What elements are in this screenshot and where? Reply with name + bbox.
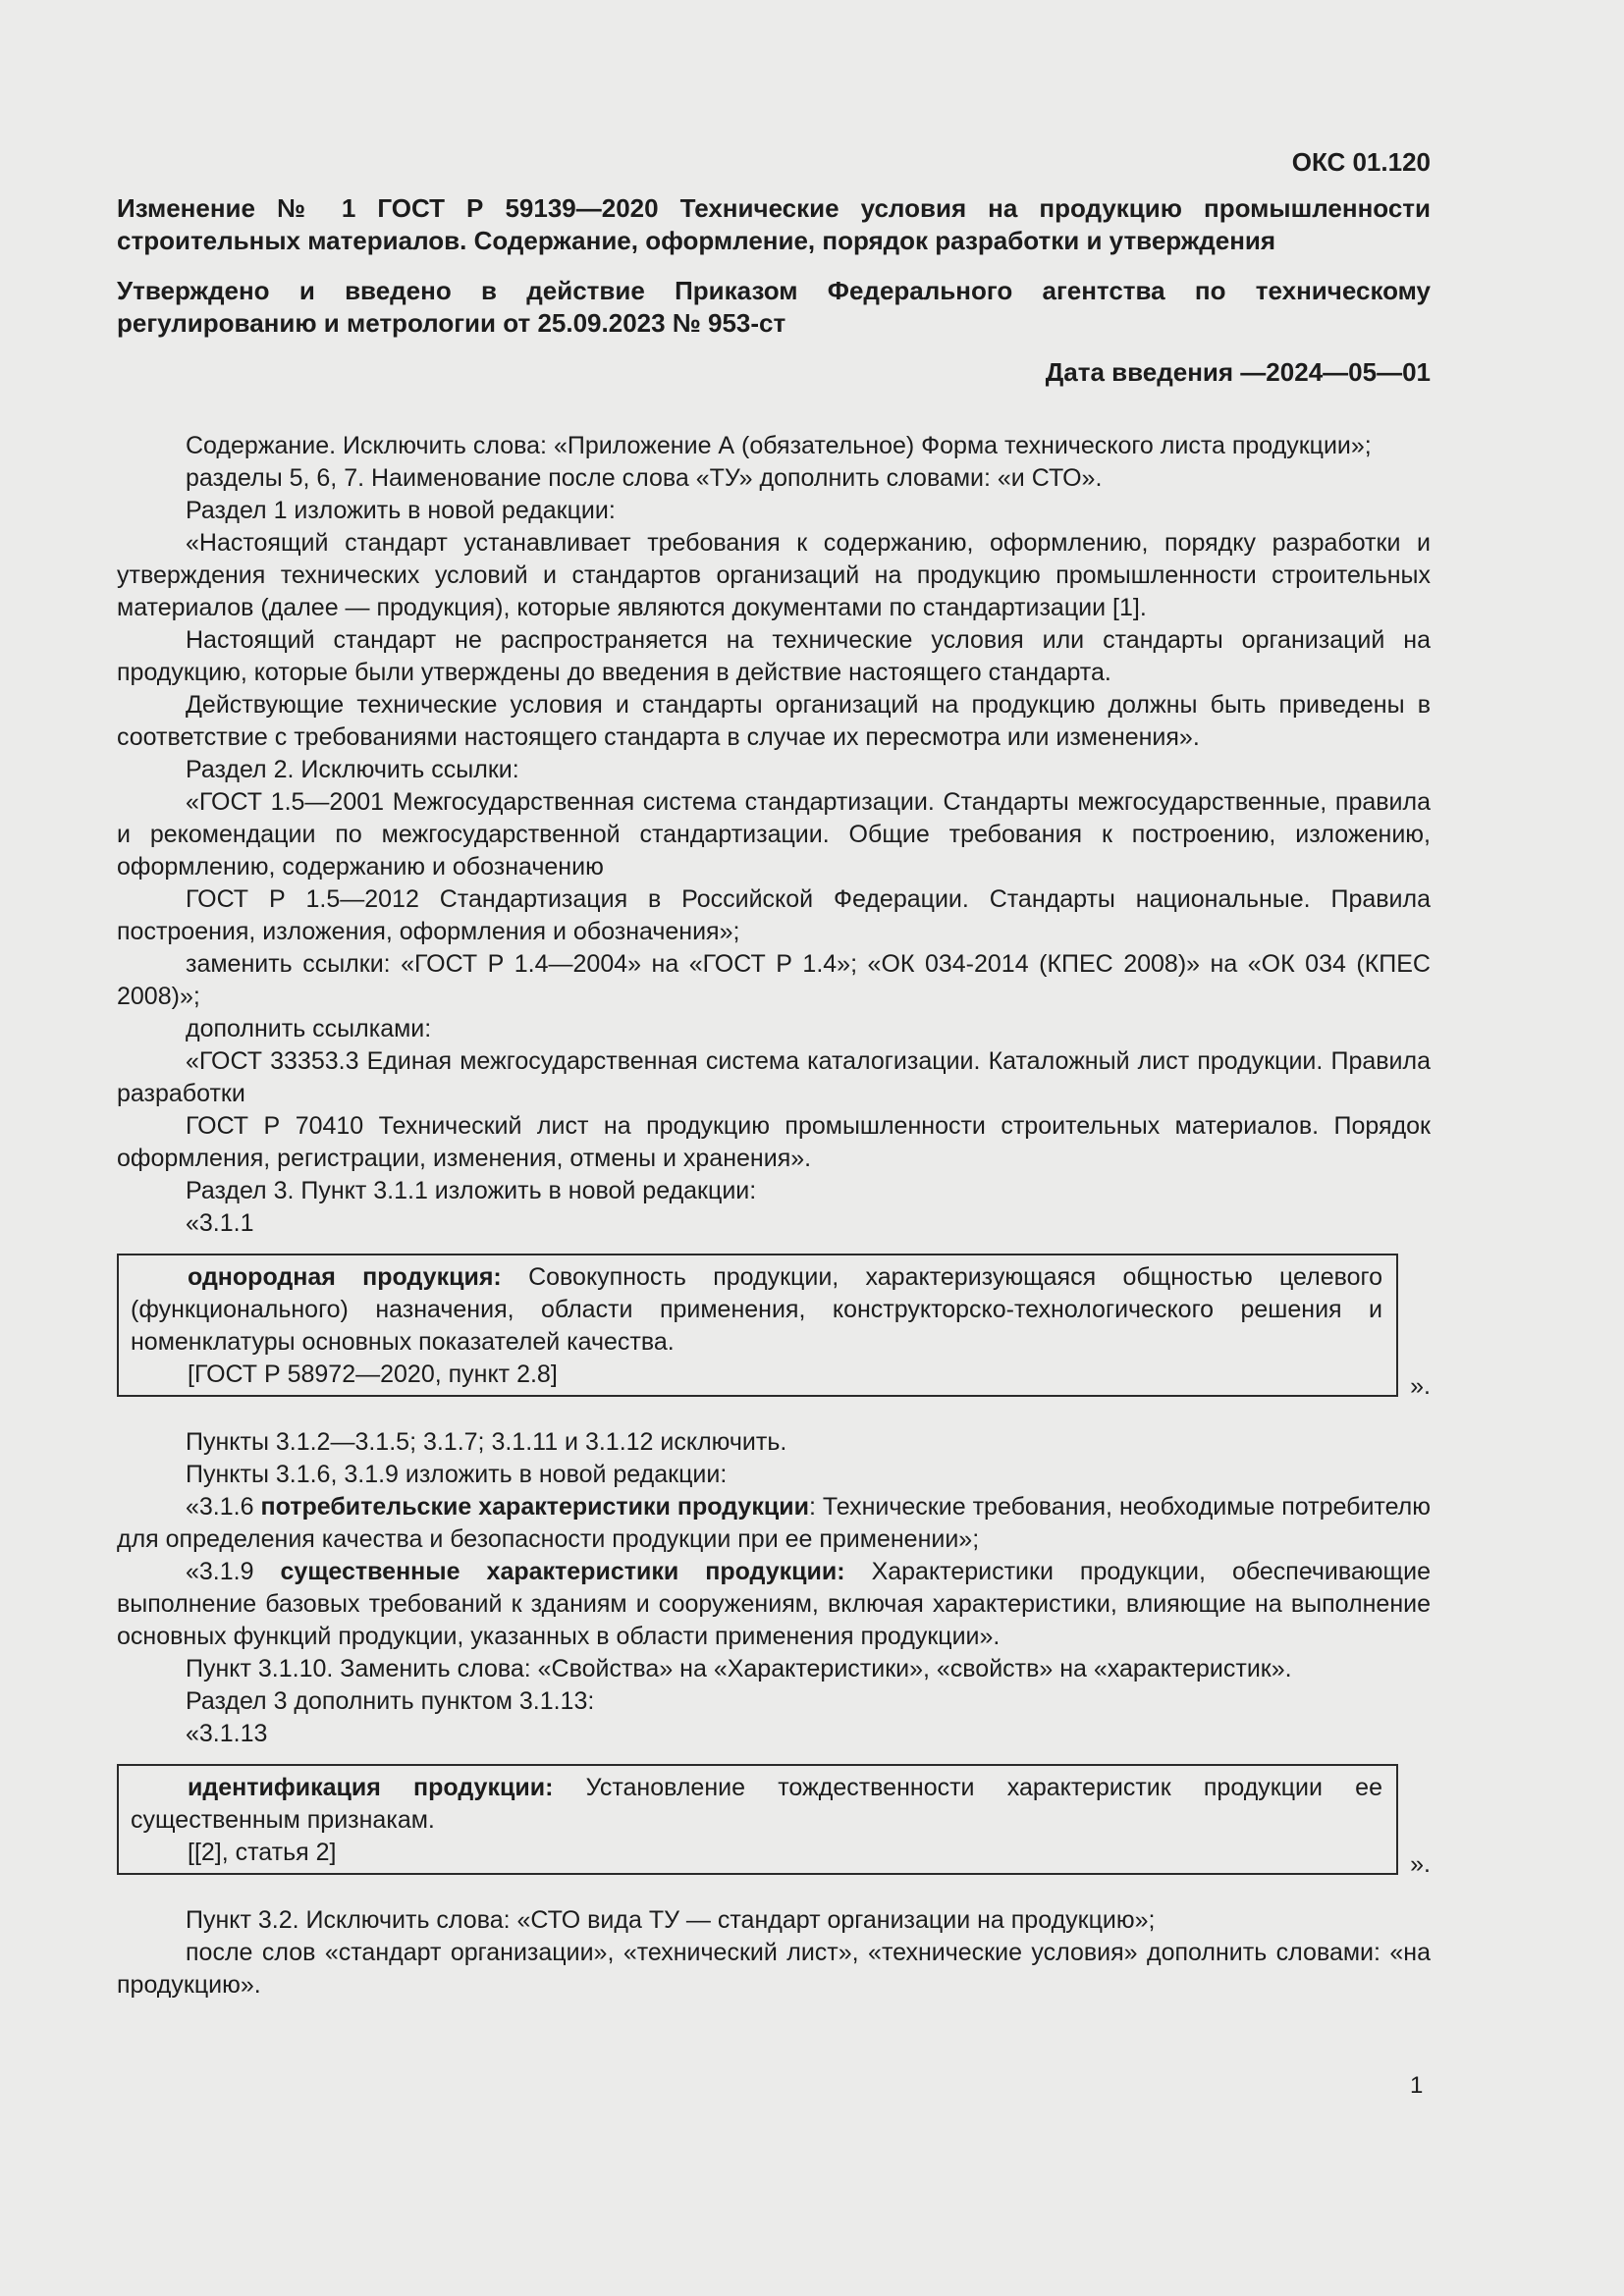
amendment-title: Изменение № 1 ГОСТ Р 59139—2020 Технические условия на продукцию промышленности строительных материалов. Содержание, оформление, порядок разработки и утверждения <box>117 193 1431 255</box>
term-name: однородная продукция: <box>188 1263 502 1291</box>
okc-code: ОКС 01.120 <box>1291 147 1431 177</box>
term-text: Характеристики продукции, обеспечивающие выполнение базовых требований к зданиям и сооружениям, включая характеристики, влияющие на выполнение основных функций продукции, указанных в области применения продукции». <box>117 1558 1431 1650</box>
paragraph: заменить ссылки: «ГОСТ Р 1.4—2004» на «ГОСТ Р 1.4»; «ОК 034-2014 (КПЕС 2008)» на «ОК 034 (КПЕС 2008)»; <box>117 950 1431 1010</box>
paragraph: разделы 5, 6, 7. Наименование после слова «ТУ» дополнить словами: «и СТО». <box>186 464 1103 492</box>
term-definition <box>131 1261 1382 1359</box>
paragraph: ГОСТ Р 70410 Технический лист на продукцию промышленности строительных материалов. Порядок оформления, регистрации, изменения, отмены и хранения». <box>117 1112 1431 1172</box>
closing-quote: ». <box>1410 1372 1431 1400</box>
paragraph: Настоящий стандарт не распространяется на технические условия или стандарты организаций на продукцию, которые были утверждены до введения в действие настоящего стандарта. <box>117 626 1431 686</box>
paragraph: «3.1.1 <box>186 1209 254 1237</box>
paragraph: ГОСТ Р 1.5—2012 Стандартизация в Российской Федерации. Стандарты национальные. Правила построения, изложения, оформления и обозначения»; <box>117 885 1431 945</box>
term-name: идентификация продукции: <box>188 1774 554 1801</box>
term-name: потребительские характеристики продукции <box>260 1493 809 1521</box>
approval-statement: Утверждено и введено в действие Приказом Федерального агентства по техническому регулированию и метрологии от 25.09.2023 № 953-ст <box>117 276 1431 338</box>
term-text: Совокупность продукции, характеризующаяся общностью целевого (функционального) назначения, области применения, конструкторско-технологического решения и номенклатуры основных показателей качества. <box>131 1263 1383 1356</box>
paragraph <box>117 1491 1431 1556</box>
paragraph: Раздел 3. Пункт 3.1.1 изложить в новой редакции: <box>186 1177 757 1204</box>
term-name: существенные характеристики продукции: <box>280 1558 845 1585</box>
paragraph: «ГОСТ 1.5—2001 Межгосударственная система стандартизации. Стандарты межгосударственные, правила и рекомендации по межгосударственной стандартизации. Общие требования к построению, изложению, оформлению, содержанию и обозначению <box>117 788 1431 881</box>
term-definition <box>131 1772 1382 1837</box>
paragraph: Раздел 1 изложить в новой редакции: <box>186 497 616 524</box>
term-text: Установление тождественности характеристик продукции ее существенным признакам. <box>131 1774 1382 1834</box>
closing-quote: ». <box>1410 1850 1431 1878</box>
clause-number: «3.1.6 <box>186 1493 261 1521</box>
paragraph <box>117 1556 1431 1653</box>
term-box-product-identification <box>117 1764 1431 1878</box>
paragraph: «ГОСТ 33353.3 Единая межгосударственная система каталогизации. Каталожный лист продукции. Правила разработки <box>117 1047 1431 1107</box>
term-reference: [[2], статья 2] <box>188 1839 337 1866</box>
term-box-homogeneous-product <box>117 1254 1431 1400</box>
paragraph: Действующие технические условия и стандарты организаций на продукцию должны быть приведены в соответствие с требованиями настоящего стандарта в случае их пересмотра или изменения». <box>117 691 1431 751</box>
paragraph: Раздел 2. Исключить ссылки: <box>186 756 519 783</box>
paragraph: Пункт 3.2. Исключить слова: «СТО вида ТУ — стандарт организации на продукцию»; <box>186 1906 1156 1934</box>
paragraph: «3.1.13 <box>186 1720 268 1747</box>
paragraph: Пункты 3.1.2—3.1.5; 3.1.7; 3.1.11 и 3.1.12 исключить. <box>186 1428 787 1456</box>
term-box-frame <box>117 1764 1398 1875</box>
document-page <box>117 145 1431 2002</box>
paragraph: Пункт 3.1.10. Заменить слова: «Свойства» на «Характеристики», «свойств» на «характеристик». <box>186 1655 1292 1682</box>
paragraph: «Настоящий стандарт устанавливает требования к содержанию, оформлению, порядку разработки и утверждения технических условий и стандартов организаций на продукцию промышленности строительных материалов (далее — продукция), которые являются документами по стандартизации [1]. <box>117 529 1431 621</box>
paragraph: после слов «стандарт организации», «технический лист», «технические условия» дополнить словами: «на продукцию». <box>117 1939 1431 1999</box>
paragraph: дополнить ссылками: <box>186 1015 432 1042</box>
term-box-frame <box>117 1254 1398 1397</box>
effective-date: Дата введения —2024—05—01 <box>1045 357 1431 387</box>
clause-number: «3.1.9 <box>186 1558 281 1585</box>
term-text: : Технические требования, необходимые потребителю для определения качества и безопасности продукции при ее применении»; <box>117 1493 1431 1553</box>
page-number: 1 <box>1410 2072 1424 2099</box>
paragraph: Раздел 3 дополнить пунктом 3.1.13: <box>186 1687 595 1715</box>
paragraph: Пункты 3.1.6, 3.1.9 изложить в новой редакции: <box>186 1461 728 1488</box>
term-reference: [ГОСТ Р 58972—2020, пункт 2.8] <box>188 1361 558 1388</box>
paragraph: Содержание. Исключить слова: «Приложение А (обязательное) Форма технического листа продукции»; <box>186 432 1372 459</box>
